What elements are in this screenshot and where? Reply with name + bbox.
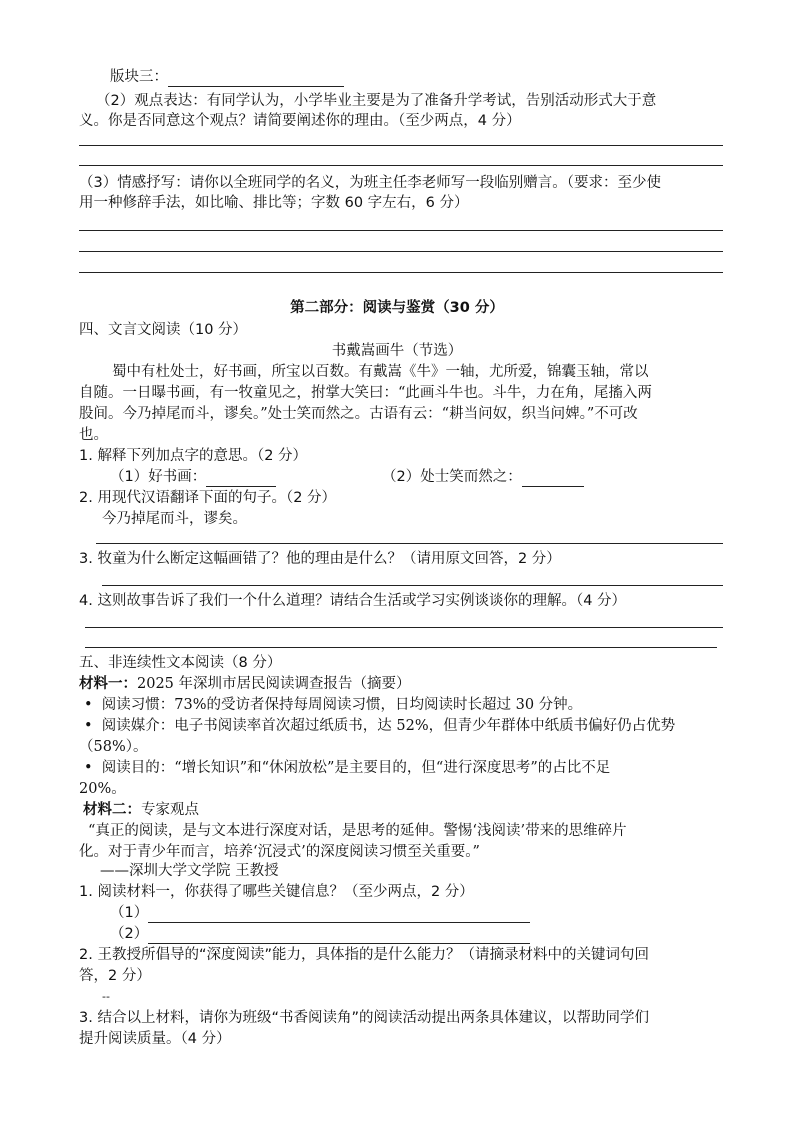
s4-q1-a-blank[interactable] bbox=[206, 470, 276, 487]
section5-title: 五、非连续性文本阅读（8 分） bbox=[79, 655, 282, 671]
s5-q1-a-blank[interactable] bbox=[148, 906, 530, 923]
answer-line[interactable] bbox=[79, 145, 723, 146]
answer-line[interactable] bbox=[102, 585, 723, 586]
q3-emotion-line1: （3）情感抒写：请你以全班同学的名义，为班主任李老师写一段临别赠言。（要求：至少使 bbox=[79, 175, 661, 191]
bullet-continuation: （58%）。 bbox=[79, 739, 148, 755]
answer-line[interactable] bbox=[79, 230, 723, 231]
passage-line: 自随。一日曝书画，有一牧童见之，拊掌大笑曰：“此画斗牛也。斗牛，力在角，尾搐入两 bbox=[79, 385, 652, 401]
passage-title: 书戴嵩画牛（节选） bbox=[331, 343, 463, 359]
q3-emotion-line2: 用一种修辞手法，如比喻、排比等；字数 60 字左右，6 分） bbox=[79, 195, 469, 211]
bullet-item: • 阅读目的：“增长知识”和“休闲放松”是主要目的，但“进行深度思考”的占比不足 bbox=[84, 760, 611, 776]
s5-q2-line2: 答，2 分） bbox=[79, 968, 151, 984]
s4-q4: 4. 这则故事告诉了我们一个什么道理？请结合生活或学习实例谈谈你的理解。（4 分） bbox=[79, 593, 627, 609]
s4-q1-b: （2）处士笑而然之： bbox=[382, 467, 584, 487]
section4-title: 四、文言文阅读（10 分） bbox=[79, 322, 248, 338]
block3-label: 版块三： bbox=[110, 67, 344, 87]
passage-line: 也。 bbox=[79, 427, 108, 443]
material2-heading: 材料二：专家观点 bbox=[83, 802, 199, 818]
s5-q1-a: （1） bbox=[110, 903, 530, 923]
passage-line: 蜀中有杜处士，好书画，所宝以百数。有戴嵩《牛》一轴，尤所爱，锦囊玉轴，常以 bbox=[112, 364, 649, 380]
answer-line[interactable] bbox=[79, 272, 723, 273]
s4-q3: 3. 牧童为什么断定这幅画错了？他的理由是什么？（请用原文回答，2 分） bbox=[79, 551, 561, 567]
answer-line[interactable] bbox=[85, 627, 723, 628]
answer-line[interactable] bbox=[79, 165, 723, 166]
bullet-dot-icon: • bbox=[84, 718, 102, 734]
s4-q1: 1. 解释下列加点字的意思。（2 分） bbox=[79, 448, 308, 464]
bullet-item: • 阅读媒介：电子书阅读率首次超过纸质书，达 52%，但青少年群体中纸质书偏好仍占优势 bbox=[84, 718, 676, 734]
bullet-dot-icon: • bbox=[84, 760, 102, 776]
bullet-item: • 阅读习惯：73%的受访者保持每周阅读习惯，日均阅读时长超过 30 分钟。 bbox=[84, 697, 583, 713]
bullet-dot-icon: • bbox=[84, 697, 102, 713]
quote-line: “真正的阅读，是与文本进行深度对话，是思考的延伸。警惕‘浅阅读’带来的思维碎片 bbox=[88, 823, 627, 839]
s4-q2: 2. 用现代汉语翻译下面的句子。（2 分） bbox=[79, 490, 337, 506]
s5-q2-line1: 2. 王教授所倡导的“深度阅读”能力，具体指的是什么能力？（请摘录材料中的关键词句回 bbox=[79, 947, 649, 963]
q2-opinion-line1: （2）观点表达：有同学认为，小学毕业主要是为了准备升学考试，告别活动形式大于意 bbox=[96, 93, 657, 109]
s5-q1-b: （2） bbox=[110, 924, 530, 944]
s4-q1-a: （1）好书画： bbox=[110, 467, 276, 487]
bullet-continuation: 20%。 bbox=[79, 781, 126, 797]
s5-q1: 1. 阅读材料一，你获得了哪些关键信息？（至少两点，2 分） bbox=[79, 884, 474, 900]
s4-q1-b-blank[interactable] bbox=[522, 470, 584, 487]
s4-q2-sentence: 今乃掉尾而斗，谬矣。 bbox=[102, 511, 247, 527]
passage-line: 股间。今乃掉尾而斗，谬矣。”处士笑而然之。古语有云：“耕当问奴，织当问婢。”不可改 bbox=[79, 406, 638, 422]
q2-opinion-line2: 义。你是否同意这个观点？请简要阐述你的理由。（至少两点，4 分） bbox=[79, 113, 521, 129]
s5-q3-line2: 提升阅读质量。（4 分） bbox=[79, 1031, 231, 1047]
s5-q3-line1: 3. 结合以上材料，请你为班级“书香阅读角”的阅读活动提出两条具体建议，以帮助同学们 bbox=[79, 1010, 649, 1026]
quote-source: ——深圳大学文学院 王教授 bbox=[100, 863, 279, 879]
answer-line[interactable] bbox=[85, 647, 717, 648]
part2-heading: 第二部分：阅读与鉴赏（30 分） bbox=[290, 300, 504, 316]
material1-heading: 材料一：2025 年深圳市居民阅读调查报告（摘要） bbox=[79, 676, 411, 692]
block3-answer-blank[interactable] bbox=[168, 70, 344, 87]
s5-q2-answer-dash[interactable]: -- bbox=[102, 990, 110, 1003]
answer-line[interactable] bbox=[96, 543, 723, 544]
quote-line: 化。对于青少年而言，培养‘沉浸式’的深度阅读习惯至关重要。” bbox=[79, 844, 480, 860]
s5-q1-b-blank[interactable] bbox=[148, 927, 530, 944]
answer-line[interactable] bbox=[79, 251, 723, 252]
